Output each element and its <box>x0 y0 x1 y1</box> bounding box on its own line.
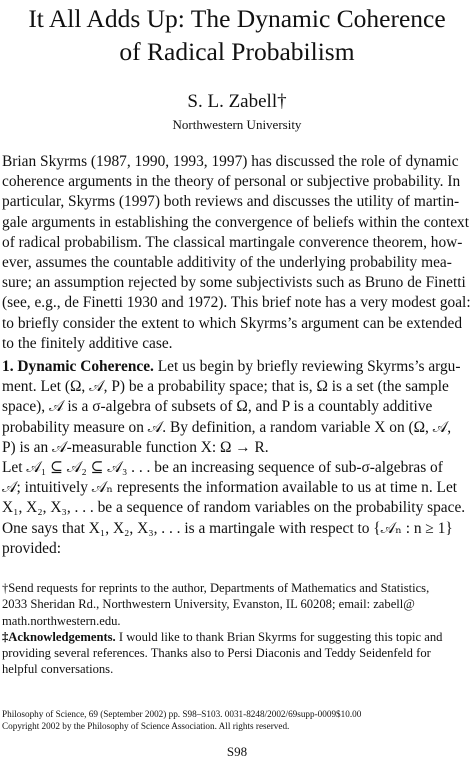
body-line: P) is an 𝒜-measurable function X: Ω → R. <box>2 438 269 456</box>
paper-title <box>0 2 474 68</box>
author-affiliation: Northwestern University <box>172 117 302 132</box>
body-line: X₁, X₂, X₃, . . . be a sequence of random variables on the probability space. <box>2 499 466 517</box>
body-line: ment. Let (Ω, 𝒜, P) be a probability space; that is, Ω is a set (the sample <box>2 378 449 396</box>
author-name: S. L. Zabell† <box>187 91 287 112</box>
title-line-2: of Radical Probabilism <box>119 37 355 66</box>
body-line: provided: <box>2 539 61 557</box>
abstract-line: Brian Skyrms (1987, 1990, 1993, 1997) has discussed the role of dynamic <box>2 153 459 170</box>
footnote-line: †Send requests for reprints to the author, Departments of Mathematics and Statistics, <box>2 581 430 595</box>
abstract-line: ever, assumes the countable additivity of the underlying probability mea- <box>2 254 452 272</box>
acknowledgements-label: ‡Acknowledgements. <box>2 629 116 644</box>
body-line-rest: Let us begin by briefly reviewing Skyrms’s argu- <box>153 358 461 375</box>
footnote-line: 2033 Sheridan Rd., Northwestern University, Evanston, IL 60208; email: zabell@ <box>2 597 415 612</box>
copyright-notice: Copyright 2002 by the Philosophy of Science Association. All rights reserved. <box>2 720 290 731</box>
footnote-line: providing several references. Thanks also to Persi Diaconis and Teddy Seidenfeld for <box>2 646 431 661</box>
footnote-line: helpful conversations. <box>2 662 114 677</box>
title-line-1: It All Adds Up: The Dynamic Coherence <box>28 4 446 33</box>
section-heading: 1. Dynamic Coherence. <box>2 358 154 375</box>
abstract-line: gale arguments in establishing the convergence of beliefs within the context <box>2 213 470 231</box>
page-number: S98 <box>226 744 248 759</box>
journal-citation: Philosophy of Science, 69 (September 2002) pp. S98–S103. 0031-8248/2002/69supp-0009$10.00 <box>2 709 362 719</box>
section-dynamic-coherence <box>2 357 465 559</box>
abstract-line: of radical probabilism. The classical martingale converence theorem, how- <box>2 233 463 251</box>
colophon <box>2 709 361 732</box>
body-line: Let 𝒜₁ ⊆ 𝒜₂ ⊆ 𝒜₃ . . . be an increasing sequence of sub-σ-algebras of <box>2 459 443 477</box>
body-line: space), 𝒜 is a σ-algebra of subsets of Ω, and P is a countably additive <box>2 398 433 416</box>
body-line: probability measure on 𝒜. By definition, a random variable X on (Ω, 𝒜, <box>2 418 452 436</box>
body-line: 𝒜; intuitively 𝒜ₙ represents the information available to us at time n. Let <box>2 479 458 497</box>
footnote-line <box>2 629 442 645</box>
abstract-line: coherence arguments in the theory of personal or subjective probability. In <box>2 173 461 191</box>
abstract-line: to the finitely additive case. <box>2 334 173 352</box>
body-line: One says that X₁, X₂, X₃, . . . is a martingale with respect to {𝒜ₙ : n ≥ 1} <box>2 519 453 537</box>
abstract-line: particular, Skyrms (1997) both reviews and discusses the utility of martin- <box>2 193 460 211</box>
footnote-line: math.northwestern.edu. <box>2 613 121 628</box>
body-line <box>2 357 465 377</box>
abstract-line: sure; an assumption rejected by some subjectivists such as Bruno de Finetti <box>2 274 466 292</box>
footnotes <box>2 580 442 678</box>
footnote-line-rest: I would like to thank Brian Skyrms for suggesting this topic and <box>115 629 443 644</box>
abstract-line: (see, e.g., de Finetti 1930 and 1972). This brief note has a very modest goal: <box>2 294 471 312</box>
abstract-paragraph <box>2 152 471 354</box>
abstract-line: to briefly consider the extent to which Skyrms’s argument can be extended <box>2 314 463 332</box>
